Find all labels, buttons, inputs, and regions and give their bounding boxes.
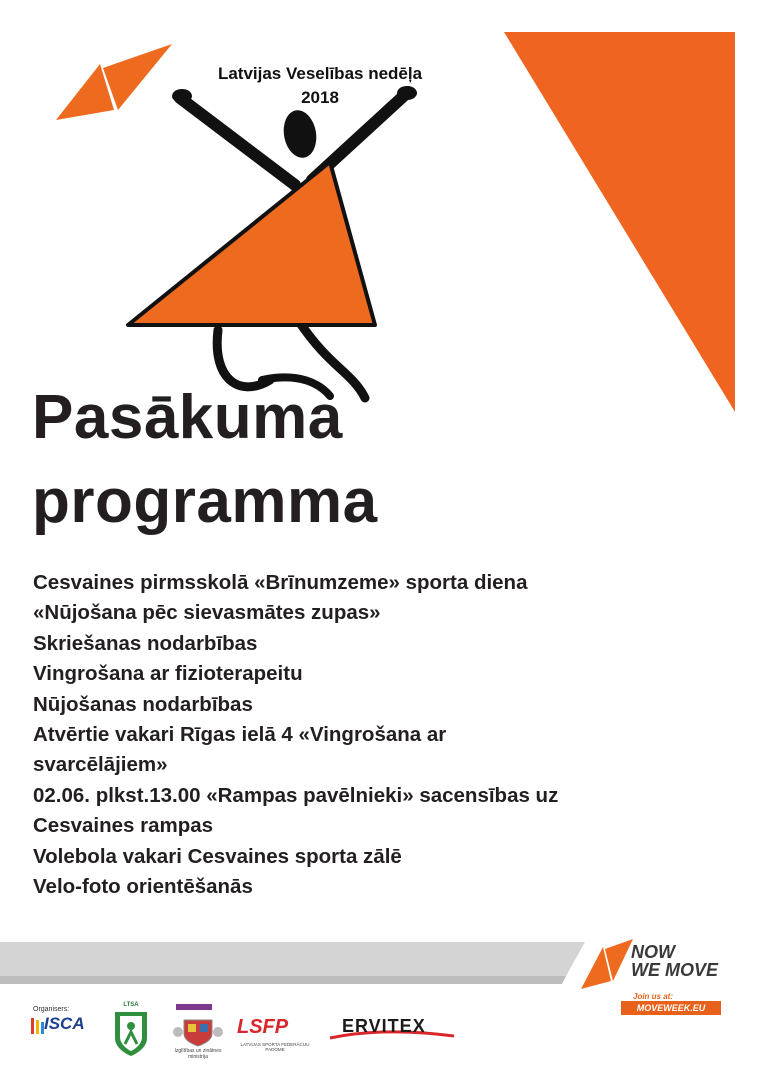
now-we-move-logo <box>577 937 737 1017</box>
orange-triangle-shape <box>128 162 375 325</box>
program-item: 02.06. plkst.13.00 «Rampas pavēlnieki» sacensības uz <box>33 783 559 807</box>
now-we-move-text <box>631 943 718 979</box>
program-item: svarcēlājiem» <box>33 753 168 777</box>
now-we-move-line2: WE MOVE <box>631 960 719 980</box>
page-title <box>32 376 378 544</box>
program-item: Cesvaines pirmsskolā «Brīnumzeme» sporta diena <box>33 571 528 594</box>
ltsa-shield-icon <box>112 1010 150 1058</box>
isca-logo-text: ISCA <box>44 1014 85 1033</box>
lsfp-logo <box>233 1016 317 1050</box>
now-we-move-mark-icon <box>577 937 637 993</box>
coat-of-arms-icon <box>170 1004 226 1048</box>
page-title-line1: Pasākuma <box>32 383 343 452</box>
program-list <box>33 568 733 902</box>
event-title <box>180 62 460 110</box>
isca-logo <box>30 1014 100 1042</box>
moveweek-logo-icon <box>56 44 172 120</box>
ervitex-logo <box>328 1012 456 1048</box>
program-item: Volebola vakari Cesvaines sporta zālē <box>33 844 402 868</box>
program-item: Velo-foto orientēšanās <box>33 875 253 899</box>
ervitex-logo-text: ERVITEX <box>342 1016 426 1036</box>
ltsa-logo-text: LTSA <box>123 1002 139 1008</box>
organisers-label: Organisers: <box>33 1006 70 1013</box>
program-item: Atvērtie vakari Rīgas ielā 4 «Vingrošana ar <box>33 723 447 747</box>
program-item: Vingrošana ar fizioterapeitu <box>33 662 303 686</box>
ministry-logo <box>170 1004 226 1060</box>
event-year: 2018 <box>301 88 339 107</box>
program-item: Skriešanas nodarbības <box>33 631 258 655</box>
join-us-label: Join us at: <box>633 992 674 1001</box>
page-title-line2: programma <box>32 467 378 536</box>
moveweek-url: MOVEWEEK.EU <box>621 1001 721 1015</box>
program-item: «Nūjošana pēc sievasmātes zupas» <box>33 601 381 625</box>
orange-wedge-shape <box>504 32 735 412</box>
ministry-logo-text: Izglītības un zinātnes ministrija <box>174 1048 222 1060</box>
event-title-line1: Latvijas Veselības nedēļa <box>217 64 423 83</box>
now-we-move-line1: NOW <box>631 942 675 962</box>
ltsa-logo <box>112 1002 150 1056</box>
lsfp-subtitle: LATVIJAS SPORTA FEDERĀCIJU PADOME <box>240 1042 310 1052</box>
program-item: Nūjošanas nodarbības <box>33 692 253 716</box>
lsfp-logo-text: LSFP <box>237 1016 289 1038</box>
program-item: Cesvaines rampas <box>33 814 214 838</box>
